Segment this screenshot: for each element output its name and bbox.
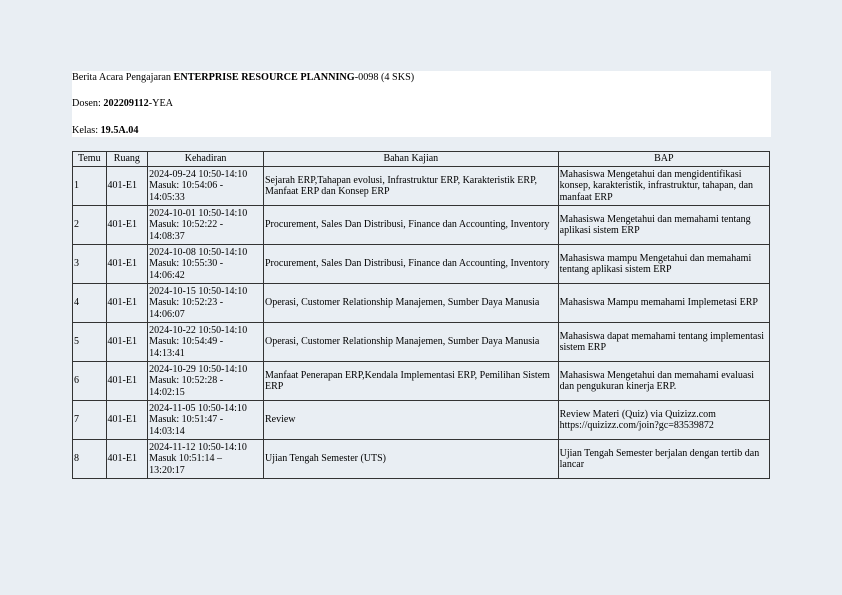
- cell-kehadiran: 2024-09-24 10:50-14:10 Masuk: 10:54:06 - 14:05:33: [148, 167, 264, 206]
- document-title: [72, 72, 414, 84]
- cell-ruang: 401-E1: [106, 323, 148, 362]
- class-line: [72, 125, 139, 137]
- cell-bahan-kajian: Operasi, Customer Relationship Manajemen, Sumber Daya Manusia: [263, 323, 558, 362]
- lecturer-suffix: -YEA: [148, 98, 174, 109]
- cell-bap: Mahasiswa dapat memahami tentang implementasi sistem ERP: [558, 323, 769, 362]
- cell-temu: 4: [73, 284, 107, 323]
- cell-temu: 2: [73, 206, 107, 245]
- cell-kehadiran: 2024-11-12 10:50-14:10 Masuk 10:51:14 – 13:20:17: [148, 440, 264, 479]
- cell-ruang: 401-E1: [106, 440, 148, 479]
- cell-ruang: 401-E1: [106, 245, 148, 284]
- cell-temu: 7: [73, 401, 107, 440]
- cell-ruang: 401-E1: [106, 401, 148, 440]
- cell-kehadiran: 2024-10-15 10:50-14:10 Masuk: 10:52:23 - 14:06:07: [148, 284, 264, 323]
- table-row: [73, 245, 770, 284]
- cell-bap: Mahasiswa Mengetahui dan memahami tentang aplikasi sistem ERP: [558, 206, 769, 245]
- cell-bap: Ujian Tengah Semester berjalan dengan tertib dan lancar: [558, 440, 769, 479]
- cell-temu: 3: [73, 245, 107, 284]
- table-row: [73, 440, 770, 479]
- cell-bahan-kajian: Sejarah ERP,Tahapan evolusi, Infrastruktur ERP, Karakteristik ERP, Manfaat ERP dan Konsep ERP: [263, 167, 558, 206]
- table-row: [73, 284, 770, 323]
- table-row: [73, 323, 770, 362]
- cell-kehadiran: 2024-10-29 10:50-14:10 Masuk: 10:52:28 - 14:02:15: [148, 362, 264, 401]
- title-prefix: Berita Acara Pengajaran: [72, 72, 174, 83]
- cell-kehadiran: 2024-11-05 10:50-14:10 Masuk: 10:51:47 - 14:03:14: [148, 401, 264, 440]
- cell-bap: Review Materi (Quiz) via Quizizz.com https://quizizz.com/join?gc=83539872: [558, 401, 769, 440]
- table-row: [73, 206, 770, 245]
- cell-bahan-kajian: Review: [263, 401, 558, 440]
- column-header-ruang: Ruang: [106, 152, 148, 167]
- bap-table: [72, 151, 770, 479]
- course-name: ENTERPRISE RESOURCE PLANNING: [173, 72, 355, 83]
- lecturer-label: Dosen:: [72, 98, 104, 109]
- cell-temu: 6: [73, 362, 107, 401]
- cell-bap: Mahasiswa Mengetahui dan mengidentifikasi konsep, karakteristik, infrastruktur, tahapan, dan manfaat ERP: [558, 167, 769, 206]
- lecturer-line: [72, 98, 173, 110]
- cell-temu: 1: [73, 167, 107, 206]
- class-value: 19.5A.04: [100, 125, 139, 136]
- cell-bahan-kajian: Procurement, Sales Dan Distribusi, Finance dan Accounting, Inventory: [263, 206, 558, 245]
- column-header-bahan-kajian: Bahan Kajian: [263, 152, 558, 167]
- cell-kehadiran: 2024-10-01 10:50-14:10 Masuk: 10:52:22 - 14:08:37: [148, 206, 264, 245]
- cell-bahan-kajian: Ujian Tengah Semester (UTS): [263, 440, 558, 479]
- class-label: Kelas:: [72, 125, 101, 136]
- lecturer-id: 202209112: [103, 98, 149, 109]
- table-row: [73, 167, 770, 206]
- cell-ruang: 401-E1: [106, 362, 148, 401]
- table-header-row: [73, 152, 770, 167]
- cell-bahan-kajian: Operasi, Customer Relationship Manajemen, Sumber Daya Manusia: [263, 284, 558, 323]
- cell-bap: Mahasiswa mampu Mengetahui dan memahami tentang aplikasi sistem ERP: [558, 245, 769, 284]
- column-header-kehadiran: Kehadiran: [148, 152, 264, 167]
- cell-ruang: 401-E1: [106, 167, 148, 206]
- table-row: [73, 362, 770, 401]
- column-header-temu: Temu: [73, 152, 107, 167]
- cell-temu: 5: [73, 323, 107, 362]
- cell-kehadiran: 2024-10-08 10:50-14:10 Masuk: 10:55:30 - 14:06:42: [148, 245, 264, 284]
- cell-ruang: 401-E1: [106, 284, 148, 323]
- course-code: -0098 (4 SKS): [354, 72, 415, 83]
- cell-temu: 8: [73, 440, 107, 479]
- cell-ruang: 401-E1: [106, 206, 148, 245]
- cell-bahan-kajian: Manfaat Penerapan ERP,Kendala Implementasi ERP, Pemilihan Sistem ERP: [263, 362, 558, 401]
- cell-bahan-kajian: Procurement, Sales Dan Distribusi, Finance dan Accounting, Inventory: [263, 245, 558, 284]
- column-header-bap: BAP: [558, 152, 769, 167]
- cell-kehadiran: 2024-10-22 10:50-14:10 Masuk: 10:54:49 - 14:13:41: [148, 323, 264, 362]
- table-row: [73, 401, 770, 440]
- cell-bap: Mahasiswa Mampu memahami Implemetasi ERP: [558, 284, 769, 323]
- cell-bap: Mahasiswa Mengetahui dan memahami evaluasi dan pengukuran kinerja ERP.: [558, 362, 769, 401]
